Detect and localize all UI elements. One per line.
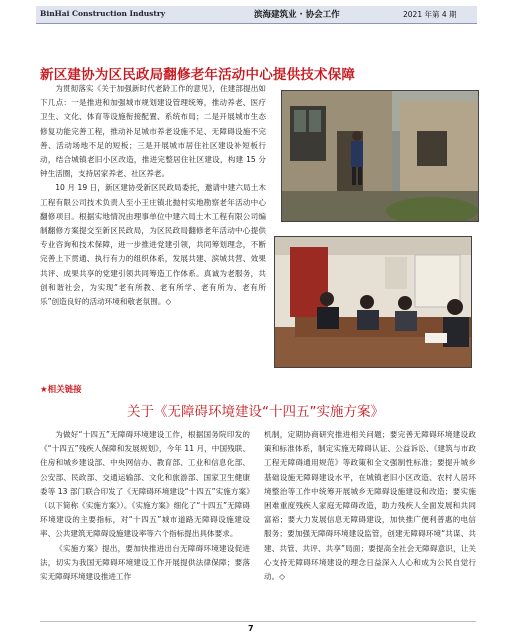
related-body-right <box>264 428 476 584</box>
related-paragraph-2: 《实施方案》提出，要加快推进出台无障碍环境建设促进法，切实为我国无障碍环境建设工作开展提供法律保障；要落实无障碍环境建设推进工作 <box>40 543 250 582</box>
article-paragraph-2: 10 月 19 日，新区建协受新区民政局委托，邀请中建六局土木工程有限公司技术负责人至小王庄镇北抛村实地勘察老年活动中心翻修项目。根据实地情况由理事单位中建六局土木工程有限公司编制翻修方案提交至新区民政局，为区民政局翻修老年活动中心提供专业咨询和技术保障，进一步推进党建引领，共同筹划理念，不断完善上下贯通、执行有力的组织体系，发展共建、滨城共营、效果共评、成果共享的党建引领共同筹造工作体系。真诚为老服务，共创和谐社会，为实现“老有所教、老有所学、老有所为、老有所乐”创造良好的活动环境和敬老氛围。◇ <box>40 183 266 307</box>
related-body-left <box>40 428 250 584</box>
photo-meeting <box>274 236 472 368</box>
page-number: 7 <box>248 624 254 633</box>
article-paragraph-1: 为贯彻落实《关于加强新时代老龄工作的意见》，住建部提出如下几点：一是推进和加强城市规划建设管理统筹，推动养老、医疗卫生、文化、体育等设施衔接配置、系统布局；二是开展城市生态修复功能完善工程，推动补足城市养老设施不足、无障碍设施不完善、活动场地不足的短板；三是开展城市居住社区建设补短板行动，结合城镇老旧小区改造，推进完整居住社区建设，构建 15 分钟生活圈，支持居家养老、社区养老。 <box>40 84 266 179</box>
photo-site-inspection <box>281 90 479 222</box>
related-title: 关于《无障碍环境建设“十四五”实施方案》 <box>127 404 384 420</box>
article-body <box>40 82 266 309</box>
header-publication-name: BinHai Construction Industry <box>40 9 166 18</box>
related-link-label: ★相关链接 <box>40 385 82 395</box>
article-title: 新区建协为区民政局翻修老年活动中心提供技术保障 <box>40 67 356 83</box>
footer-divider <box>40 621 476 622</box>
header-issue: 2021 年第 4 期 <box>403 10 457 19</box>
header-section: 滨海建筑业 · 协会工作 <box>254 10 340 20</box>
related-paragraph-3: 机制，定期协商研究推进相关问题；要完善无障碍环境建设政策和标准体系，制定实施无障碍认证、公益诉讼、《建筑与市政工程无障碍通用规范》等政策和全文强制性标准；要提升城乡基础设施无障碍建设水平，在城镇老旧小区改造、农村人居环境整治等工作中统筹开展城乡无障碍设施建设和改造；要实施困难重度残疾人家庭无障碍改造，助力残疾人全面发展和共同富裕；要大力发展信息无障碍建设，加快推广便利普惠的电信服务；要加强无障碍环境建设监管，创建无障碍环境“共谋、共建、共管、共评、共享”局面；要提高全社会无障碍意识，让关心支持无障碍环境建设的理念日益深入人心和成为公民自觉行动。◇ <box>264 430 476 582</box>
related-paragraph-1: 为做好“十四五”无障碍环境建设工作，根据国务院印发的《“十四五”残疾人保障和发展规划》，今年 11 月，中国残联、住房和城乡建设部、中央网信办、教育部、工业和信息化部、公安部、民政部、交通运输部、文化和旅游部、国家卫生健康委等 13 部门联合印发了《无障碍环境建设“十四五”实施方案》（以下简称《实施方案》）。《实施方案》细化了“十四五”无障碍环境建设的主要指标，对“十四五”城市道路无障碍设施建设率、公共建筑无障碍设施建设率等六个指标提出具体要求。 <box>40 430 250 539</box>
